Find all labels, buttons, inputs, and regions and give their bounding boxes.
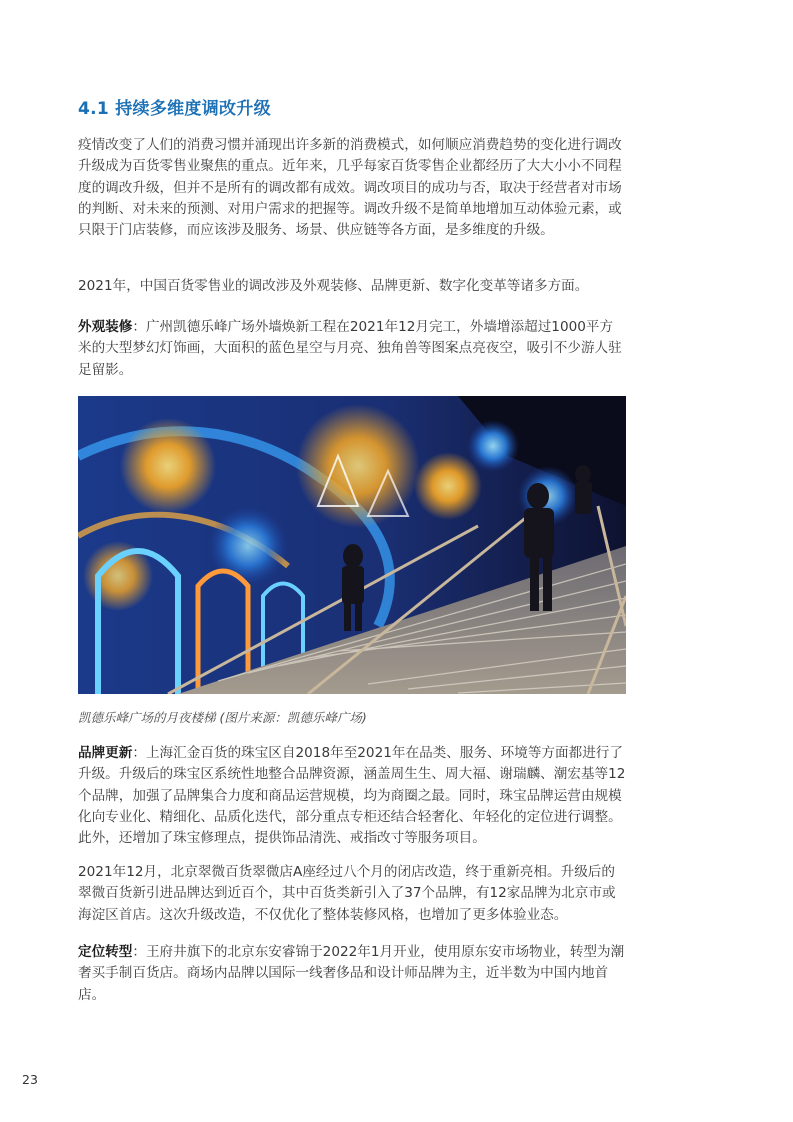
position-paragraph — [78, 942, 626, 1006]
position-label: 定位转型 — [78, 944, 133, 960]
page-number: 23 — [22, 1072, 38, 1087]
intro-paragraph: 疫情改变了人们的消费习惯并涌现出许多新的消费模式，如何顺应消费趋势的变化进行调改升级成为百货零售业聚焦的重点。近年来，几乎每家百货零售企业都经历了大大小小不同程度的调改升级，但并不是所有的调改都有成效。调改项目的成功与否，取决于经营者对市场的判断、对未来的预测、对用户需求的把握等。调改升级不是简单地增加互动体验元素，或只限于门店装修，而应该涉及服务、场景、供应链等各方面，是多维度的升级。 — [78, 137, 622, 239]
cuiwei-paragraph: 2021年12月，北京翠微百货翠微店A座经过八个月的闭店改造，终于重新亮相。升级后的翠微百货新引进品牌达到近百个，其中百货类新引入了37个品牌，有12家品牌为北京市或海淀区首店。这次升级改造，不仅优化了整体装修风格，也增加了更多体验业态。 — [78, 864, 616, 923]
exterior-label: 外观装修 — [78, 319, 133, 335]
exterior-paragraph — [78, 317, 626, 381]
exterior-text: ：广州凯德乐峰广场外墙焕新工程在2021年12月完工，外墙增添超过1000平方米的大型梦幻灯饰画，大面积的蓝色星空与月亮、独角兽等图案点亮夜空，吸引不少游人驻足留影。 — [78, 319, 622, 378]
position-text: ：王府井旗下的北京东安睿锦于2022年1月开业，使用原东安市场物业，转型为潮奢买手制百货店。商场内品牌以国际一线奢侈品和设计师品牌为主，近半数为中国内地首店。 — [78, 944, 625, 1003]
brand-text: ：上海汇金百货的珠宝区自2018年至2021年在品类、服务、环境等方面都进行了升级。升级后的珠宝区系统性地整合品牌资源，涵盖周生生、周大福、谢瑞麟、潮宏基等12个品牌，加强了品牌集合力度和商品运营规模，均为商圈之最。同时，珠宝品牌运营由规模化向专业化、精细化、品质化迭代，部分重点专柜还结合轻奢化、年轻化的定位进行调整。此外，还增加了珠宝修理点，提供饰品清洗、戒指改寸等服务项目。 — [78, 745, 626, 847]
section-heading: 4.1 持续多维度调改升级 — [78, 99, 271, 119]
brand-label: 品牌更新 — [78, 745, 133, 761]
year-2021-paragraph: 2021年，中国百货零售业的调改涉及外观装修、品牌更新、数字化变革等诸多方面。 — [78, 278, 589, 294]
brand-paragraph — [78, 743, 626, 849]
night-stairs-photo — [78, 396, 626, 694]
photo-caption: 凯德乐峰广场的月夜楼梯 (图片来源：凯德乐峰广场) — [78, 710, 367, 725]
